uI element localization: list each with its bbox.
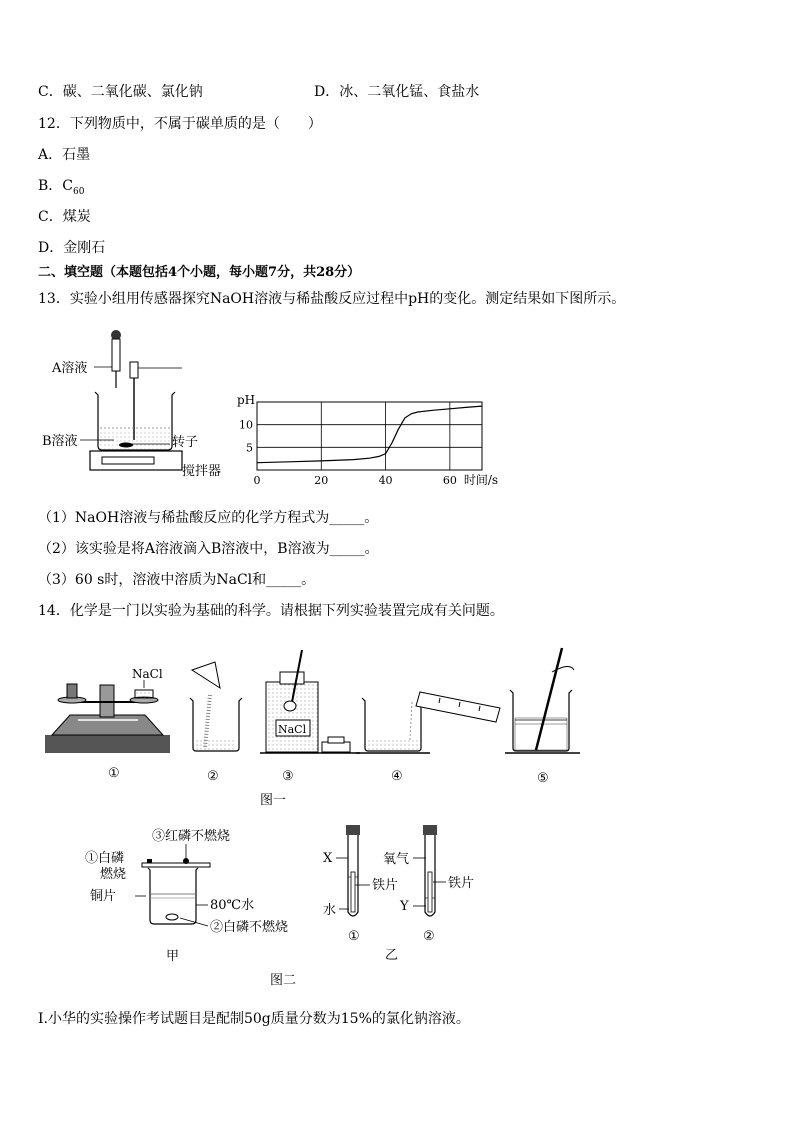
fig1-label-5: ⑤ [537, 771, 549, 786]
q13-sub2: （2）该实验是将A溶液滴入B溶液中，B溶液为_____。 [38, 541, 379, 557]
ph-apparatus-figure [40, 320, 240, 490]
x-tick-label: 0 [253, 474, 261, 487]
label-yi: 乙 [385, 948, 399, 963]
label-y: Y [400, 899, 409, 914]
chart-xlabel: 时间/s [463, 473, 499, 487]
label-rotor: 转子 [172, 435, 199, 450]
x-tick-label: 60 [442, 474, 457, 487]
label-jia: 甲 [166, 949, 180, 964]
chart-frame [257, 402, 482, 470]
q12-option-b: B．$C_{60}$ [38, 178, 85, 197]
ph-curve-line [257, 406, 482, 463]
label-80c-water: 80℃水 [210, 898, 255, 913]
label-b-solution: B溶液 [42, 434, 78, 449]
ph-chart [232, 385, 512, 490]
label-iron-sheet-2: 铁片 [448, 876, 475, 891]
fig1-label-3: ③ [282, 769, 294, 784]
label-white-p-no-burn: ②白磷不燃烧 [210, 920, 289, 935]
test-tube-2 [423, 825, 437, 916]
q14-stem: 14．化学是一门以实验为基础的科学。请根据下列实验装置完成有关问题。 [38, 603, 504, 619]
label-tube-2: ② [423, 929, 435, 944]
label-stirrer: 搅拌器 [182, 464, 222, 479]
fig1-label-4: ④ [391, 769, 403, 784]
reagent-bottle [260, 650, 360, 753]
q11-option-c: C．碳、二氧化碳、氯化钠 [38, 84, 203, 100]
y-tick-label: 5 [246, 441, 253, 455]
fig1-label-1: ① [108, 766, 120, 781]
label-white-p-burn-2: 燃烧 [100, 867, 127, 882]
q13-stem: 13．实验小组用传感器探究NaOH溶液与稀盐酸反应过程中pH的变化。测定结果如下图所示。 [38, 291, 626, 307]
stir-bar [119, 443, 133, 448]
beaker-pour-powder [190, 662, 242, 751]
chart-ylabel: pH [237, 393, 256, 407]
label-water: 水 [323, 903, 337, 918]
label-red-phosphorus: ③红磷不燃烧 [152, 829, 231, 844]
balance-nacl-label: NaCl [132, 667, 163, 681]
x-tick-label: 40 [378, 474, 393, 487]
bottle-nacl-label: NaCl [278, 723, 307, 736]
q12-option-c: C．煤炭 [38, 209, 91, 225]
figure-1 [40, 640, 600, 810]
q13-sub1: （1）NaOH溶液与稀盐酸反应的化学方程式为_____。 [38, 510, 379, 526]
dropper-tube [112, 339, 120, 371]
label-white-p-burn-1: ①白磷 [85, 851, 125, 866]
label-iron-sheet-1: 铁片 [372, 878, 399, 893]
label-tube-1: ① [348, 929, 360, 944]
fig1-caption: 图一 [260, 793, 287, 808]
label-copper-sheet: 铜片 [90, 889, 117, 904]
q12-option-d: D．金刚石 [38, 240, 106, 256]
label-oxygen: 氧气 [383, 852, 410, 867]
label-x: X [323, 851, 333, 866]
cylinder-pour [356, 692, 500, 753]
fig2-caption: 图二 [270, 973, 297, 988]
y-tick-label: 10 [239, 418, 253, 432]
q14-part1: I.小华的实验操作考试题目是配制50g质量分数为15%的氯化钠溶液。 [38, 1011, 470, 1027]
q11-option-d: D．冰、二氧化锰、食盐水 [314, 84, 480, 100]
section-title: 二、填空题（本题包括4个小题，每小题7分，共28分） [38, 265, 361, 280]
ph-sensor-probe [130, 362, 138, 378]
label-a-solution: A溶液 [52, 361, 88, 376]
weight-icon [67, 684, 77, 698]
balance-apparatus [45, 667, 170, 753]
q13-sub3: （3）60 s时，溶液中溶质为NaCl和_____。 [38, 572, 316, 588]
test-tube-1 [346, 825, 360, 916]
x-tick-label: 20 [314, 474, 329, 487]
copper-sheet-beaker [142, 858, 210, 924]
q12-option-a: A．石墨 [38, 147, 91, 163]
q12-stem: 12．下列物质中，不属于碳单质的是（ ） [38, 116, 322, 132]
fig1-label-2: ② [207, 769, 219, 784]
beaker-stirring [505, 648, 580, 753]
figure-2 [80, 820, 500, 995]
